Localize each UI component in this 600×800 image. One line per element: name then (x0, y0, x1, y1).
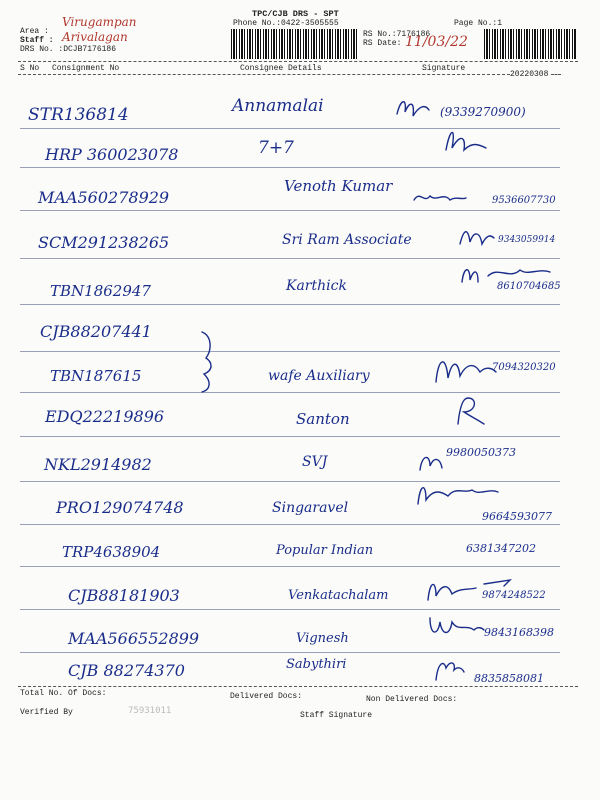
page-number: Page No.:1 (454, 19, 503, 28)
phone-number: 9843168398 (484, 626, 554, 639)
phone-number: 9980050373 (446, 446, 516, 459)
phone-number: 9664593077 (482, 510, 552, 523)
phone-number: 8835858081 (474, 672, 544, 685)
phone-number: 9874248522 (482, 590, 546, 601)
consignee-name: wafe Auxiliary (268, 368, 370, 384)
header-divider (18, 61, 578, 62)
row-rule (20, 304, 560, 305)
signature (393, 94, 433, 124)
consignment-number: STR136814 (28, 105, 129, 125)
consignee-name: Venkatachalam (288, 588, 389, 603)
consignment-number: CJB88207441 (40, 322, 152, 341)
staff-label: Staff : (20, 36, 54, 45)
document-title: TPC/CJB DRS - SPT (252, 9, 339, 19)
row-rule (20, 436, 560, 437)
consignment-number: HRP 360023078 (45, 145, 179, 164)
group-brace (198, 330, 222, 394)
verified-by: Verified By (20, 708, 73, 717)
row-rule (20, 566, 560, 567)
consignee-name: SVJ (302, 454, 328, 470)
staff-value: Arivalagan (62, 30, 128, 44)
consignment-number: CJB 88274370 (68, 661, 185, 680)
signature (440, 124, 490, 158)
signature (416, 450, 446, 476)
signature (430, 350, 500, 390)
area-label: Area : (20, 27, 49, 36)
consignment-number: MAA566552899 (68, 629, 200, 648)
phone-number: 7094320320 (492, 362, 556, 373)
row-rule (20, 652, 560, 653)
consignment-number: MAA560278929 (38, 188, 170, 207)
consignee-name: Venoth Kumar (284, 177, 393, 195)
row-rule (20, 609, 560, 610)
signature (456, 224, 496, 250)
consignment-number: EDQ22219896 (45, 407, 165, 426)
column-consignee-details: Consignee Details (240, 64, 322, 73)
consignee-name: Sabythiri (286, 657, 347, 672)
signature (412, 478, 502, 508)
signature (448, 394, 488, 428)
area-value: Virugampan (62, 15, 137, 29)
phone-number: 8610704685 (497, 281, 561, 292)
footer-divider (18, 686, 578, 687)
row-rule (20, 167, 560, 168)
non-delivered-docs: Non Delivered Docs: (366, 695, 458, 704)
consignee-name: Sri Ram Associate (282, 232, 412, 248)
phone-number: Phone No.:0422-3505555 (233, 19, 339, 28)
consignee-name: Vignesh (296, 631, 349, 646)
signature (430, 656, 466, 684)
consignment-number: PRO129074748 (56, 498, 184, 517)
column-consignment-no: Consignment No (52, 64, 120, 73)
column-signature: Signature (422, 64, 466, 73)
signature (410, 188, 470, 208)
row-rule (20, 210, 560, 211)
rs-date-value: 11/03/22 (405, 34, 468, 50)
consignment-number: TRP4638904 (62, 543, 161, 561)
delivered-docs: Delivered Docs: (230, 692, 303, 701)
column-s-no: S No (20, 64, 40, 73)
row-rule (20, 258, 560, 259)
column-divider-tail (551, 74, 561, 75)
consignment-number: NKL2914982 (44, 455, 152, 474)
phone-number: 6381347202 (466, 542, 536, 555)
drs-barcode (231, 29, 359, 59)
consignment-number: CJB88181903 (68, 586, 180, 605)
signature (426, 612, 486, 640)
consignment-number: SCM291238265 (38, 233, 170, 252)
total-docs: Total No. Of Docs: (20, 689, 107, 698)
consignee-name: Singaravel (272, 500, 349, 516)
consignment-number: TBN187615 (50, 367, 142, 385)
date-stamp: 20220308 (510, 70, 549, 79)
phone-number: 9343059914 (498, 235, 556, 245)
consignment-number: TBN1862947 (50, 282, 151, 300)
faded-stamp: 75931011 (128, 706, 172, 716)
column-divider (18, 74, 510, 75)
consignee-name: Santon (296, 410, 350, 428)
phone-number: 9536607730 (492, 195, 556, 206)
rs-number: RS No.:7176186 (363, 30, 431, 39)
page-barcode (484, 29, 576, 59)
row-rule (20, 392, 560, 393)
consignee-name: Annamalai (232, 96, 324, 116)
rs-date-label: RS Date: (363, 39, 402, 48)
drs-number: DRS No. :DCJB7176186 (20, 45, 117, 54)
row-rule (20, 524, 560, 525)
phone-number: (9339270900) (440, 105, 526, 119)
consignee-name: Karthick (286, 278, 347, 294)
consignee-name: Popular Indian (276, 543, 374, 558)
staff-signature: Staff Signature (300, 711, 373, 720)
consignee-name: 7+7 (258, 138, 294, 158)
